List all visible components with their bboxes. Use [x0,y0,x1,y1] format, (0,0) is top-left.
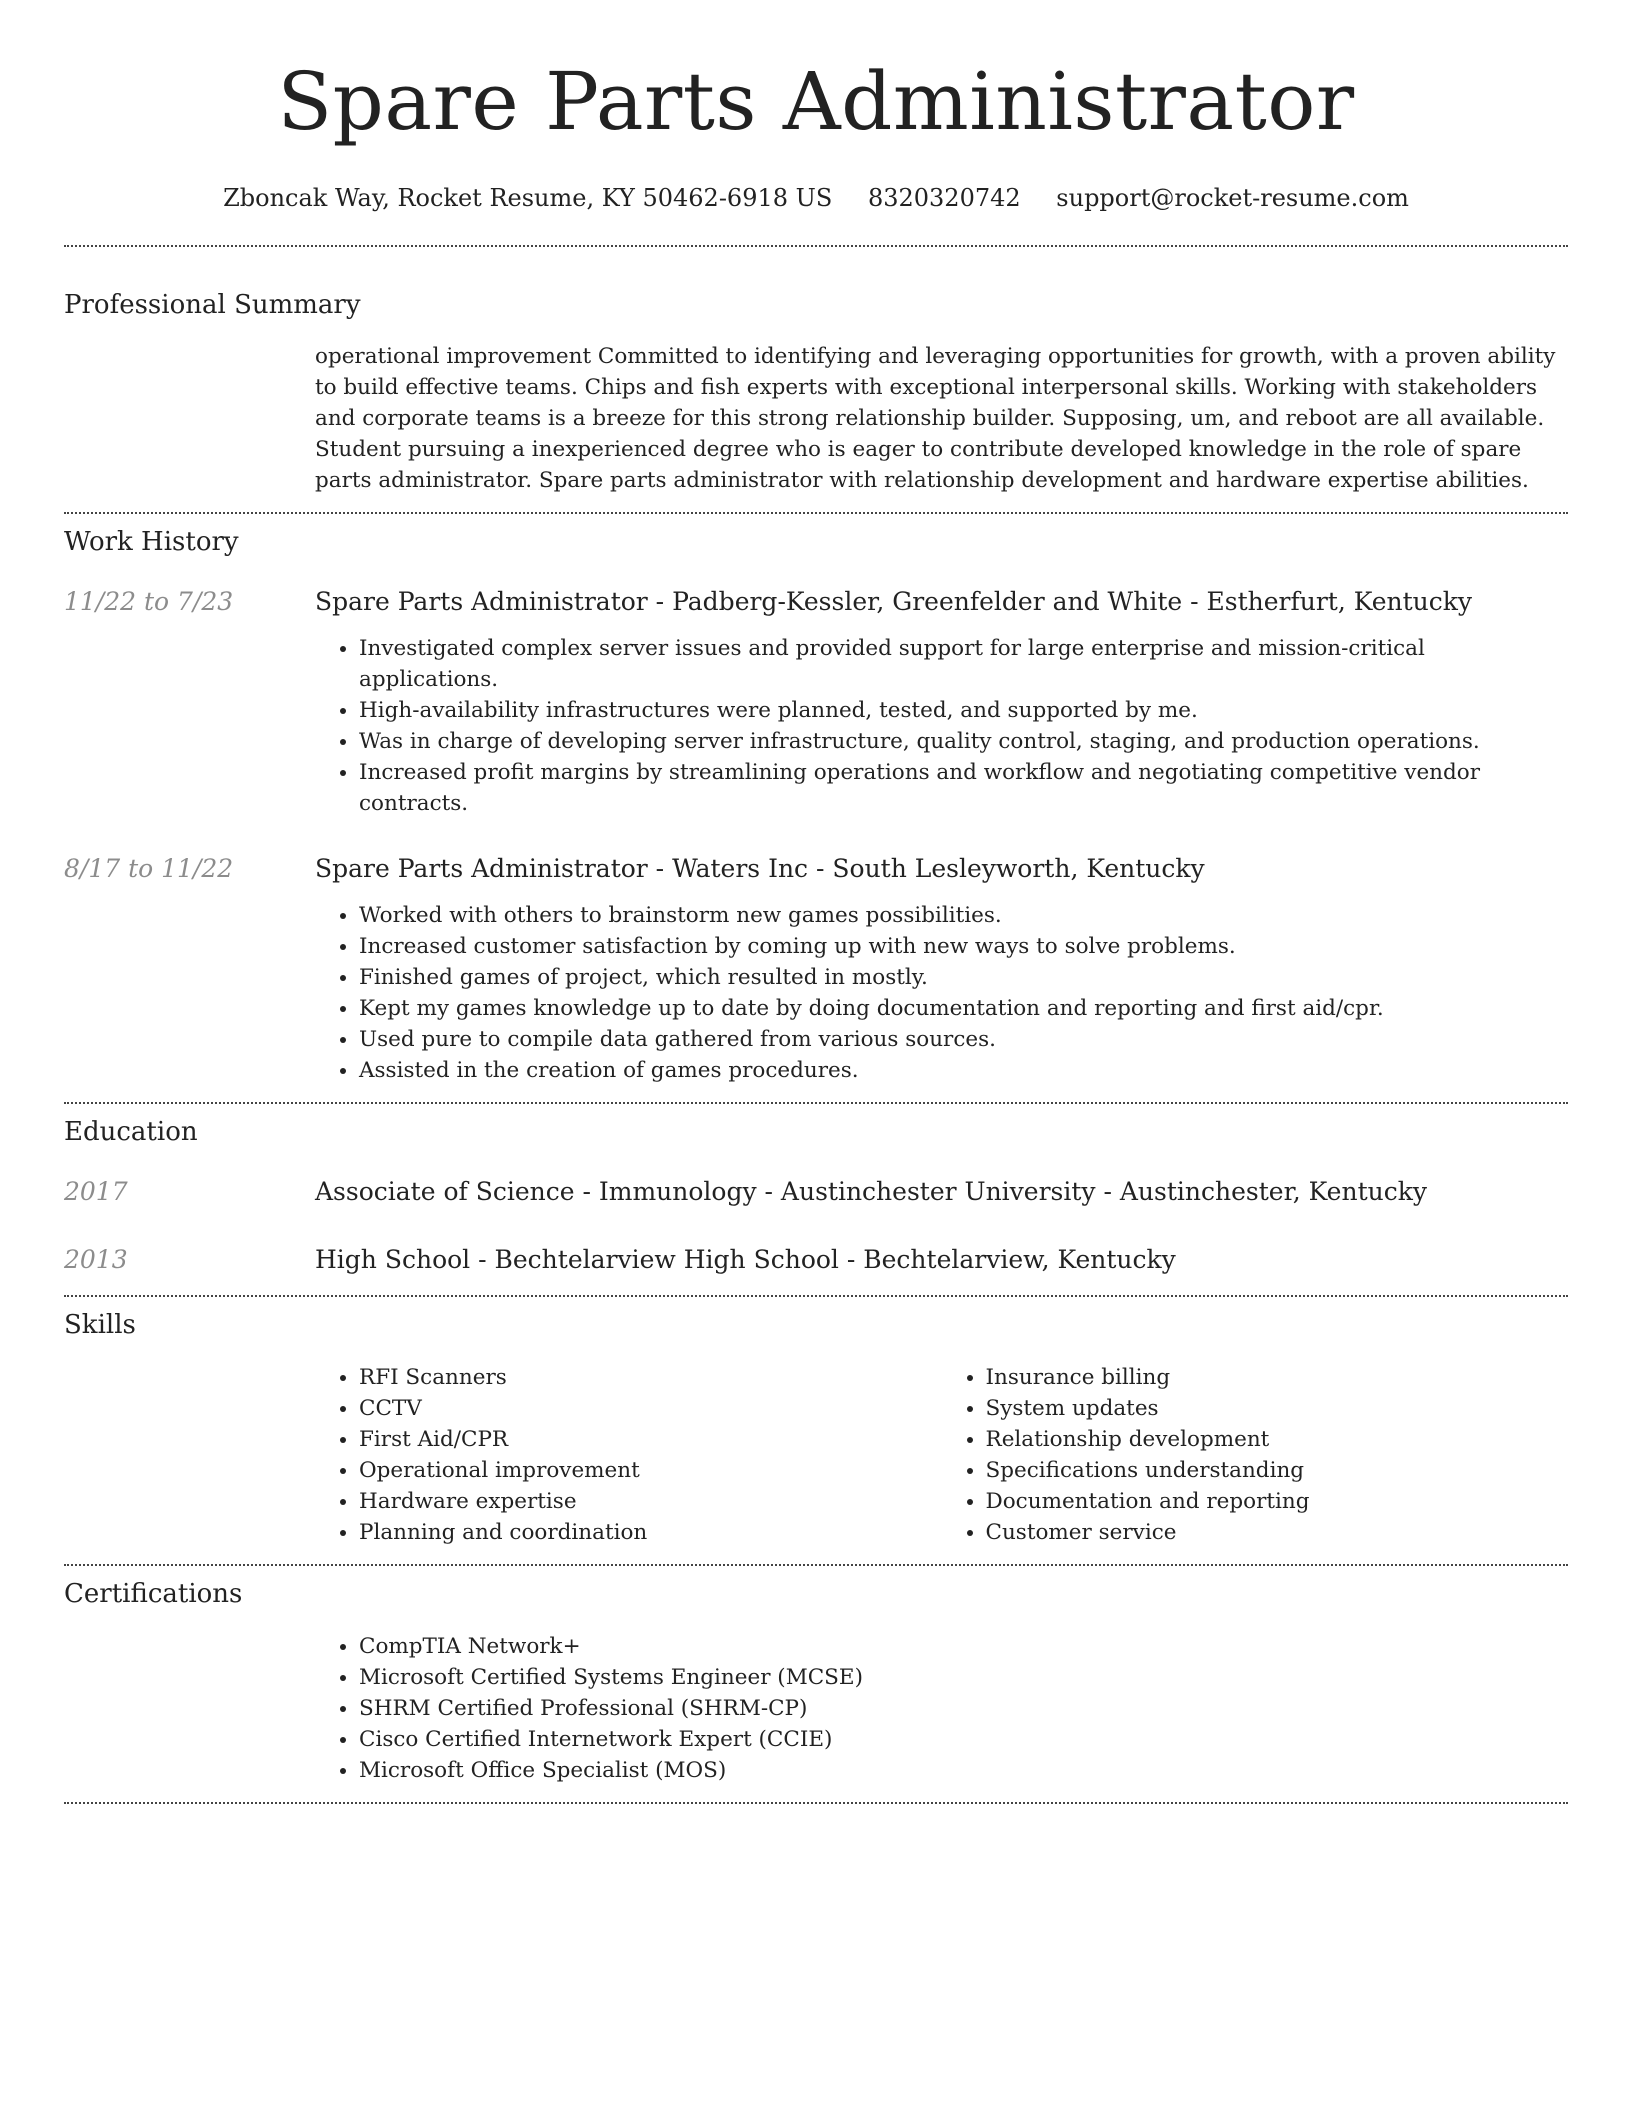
list-item: • High-availability infrastructures were planned, tested, and supported by me. [359,695,1568,726]
education-entry [64,1243,1568,1277]
list-item: • Kept my games knowledge up to date by doing documentation and reporting and first aid/cpr. [359,993,1568,1024]
job-bullet-list [315,900,1568,1086]
section-title-skills: Skills [64,1310,136,1340]
candidate-name: Spare Parts Administrator [277,55,1355,148]
skills-columns [315,1362,1568,1548]
contact-line [64,182,1568,214]
section-title-summary: Professional Summary [64,290,361,320]
job-dates: 8/17 to 11/22 [64,854,234,883]
job-heading: Spare Parts Administrator - Waters Inc - South Lesleyworth, Kentucky [315,854,1205,883]
list-item: • RFI Scanners [359,1362,942,1393]
education-heading: High School - Bechtelarview High School - Bechtelarview, Kentucky [315,1245,1176,1274]
list-item: • Hardware expertise [359,1486,942,1517]
list-item: • Was in charge of developing server infrastructure, quality control, staging, and production operations. [359,726,1568,757]
list-item: • Documentation and reporting [986,1486,1569,1517]
education-entry [64,1175,1568,1209]
list-item: • System updates [986,1393,1569,1424]
list-item: • Relationship development [986,1424,1569,1455]
list-item: • Finished games of project, which resulted in mostly. [359,962,1568,993]
list-item: • Increased customer satisfaction by coming up with new ways to solve problems. [359,931,1568,962]
section-title-work-history: Work History [64,527,239,557]
certifications-column [315,1631,1568,1786]
education-heading: Associate of Science - Immunology - Austinchester University - Austinchester, Kentucky [315,1177,1427,1206]
list-item: • First Aid/CPR [359,1424,942,1455]
list-item: • Microsoft Office Specialist (MOS) [359,1755,863,1786]
divider [64,1102,1568,1104]
job-dates: 11/22 to 7/23 [64,587,234,616]
education-year: 2013 [64,1245,128,1274]
list-item: • Operational improvement [359,1455,942,1486]
job-heading: Spare Parts Administrator - Padberg-Kessler, Greenfelder and White - Estherfurt, Kentucky [315,587,1473,616]
list-item: • Used pure to compile data gathered from various sources. [359,1024,1568,1055]
skills-list-right [942,1362,1569,1548]
resume-page [64,0,1568,1804]
job-entry [64,852,1568,1086]
contact-address: Zboncak Way, Rocket Resume, KY 50462-6918 US [223,184,833,212]
list-item: • Insurance billing [986,1362,1569,1393]
list-item: • Cisco Certified Internetwork Expert (CCIE) [359,1724,863,1755]
list-item: • Specifications understanding [986,1455,1569,1486]
list-item: • Microsoft Certified Systems Engineer (MCSE) [359,1662,863,1693]
job-bullet-list [315,633,1568,819]
education-year: 2017 [64,1177,128,1206]
list-item: • Investigated complex server issues and provided support for large enterprise and mission-critical applications. [359,633,1568,695]
skills-list-left [315,1362,942,1548]
list-item: • Worked with others to brainstorm new games possibilities. [359,900,1568,931]
divider [64,1295,1568,1297]
list-item: • SHRM Certified Professional (SHRM-CP) [359,1693,863,1724]
contact-phone: 8320320742 [867,184,1021,212]
list-item: • Assisted in the creation of games procedures. [359,1055,1568,1086]
list-item: • CompTIA Network+ [359,1631,863,1662]
list-item: • Planning and coordination [359,1517,942,1548]
list-item: • Customer service [986,1517,1569,1548]
list-item: • CCTV [359,1393,942,1424]
job-entry [64,585,1568,819]
certifications-list [315,1631,863,1786]
contact-email[interactable]: support@rocket-resume.com [1056,184,1409,212]
summary-text: operational improvement Committed to identifying and leveraging opportunities for growth, with a proven ability to build effective teams. Chips and fish experts with exceptional interpersonal skills. Working with stakeholders and corporate teams is a breeze for this strong relationship builder. Supposing, um, and reboot are all available. Student pursuing a inexperienced degree who is eager to contribute developed knowledge in the role of spare parts administrator. Spare parts administrator with relationship development and hardware expertise abilities. [315,344,1556,493]
divider [64,1802,1568,1804]
divider [64,512,1568,514]
list-item: • Increased profit margins by streamlining operations and workflow and negotiating competitive vendor contracts. [359,757,1568,819]
divider [64,1564,1568,1566]
section-title-education: Education [64,1117,198,1147]
section-title-certifications: Certifications [64,1579,243,1609]
divider [64,245,1568,247]
